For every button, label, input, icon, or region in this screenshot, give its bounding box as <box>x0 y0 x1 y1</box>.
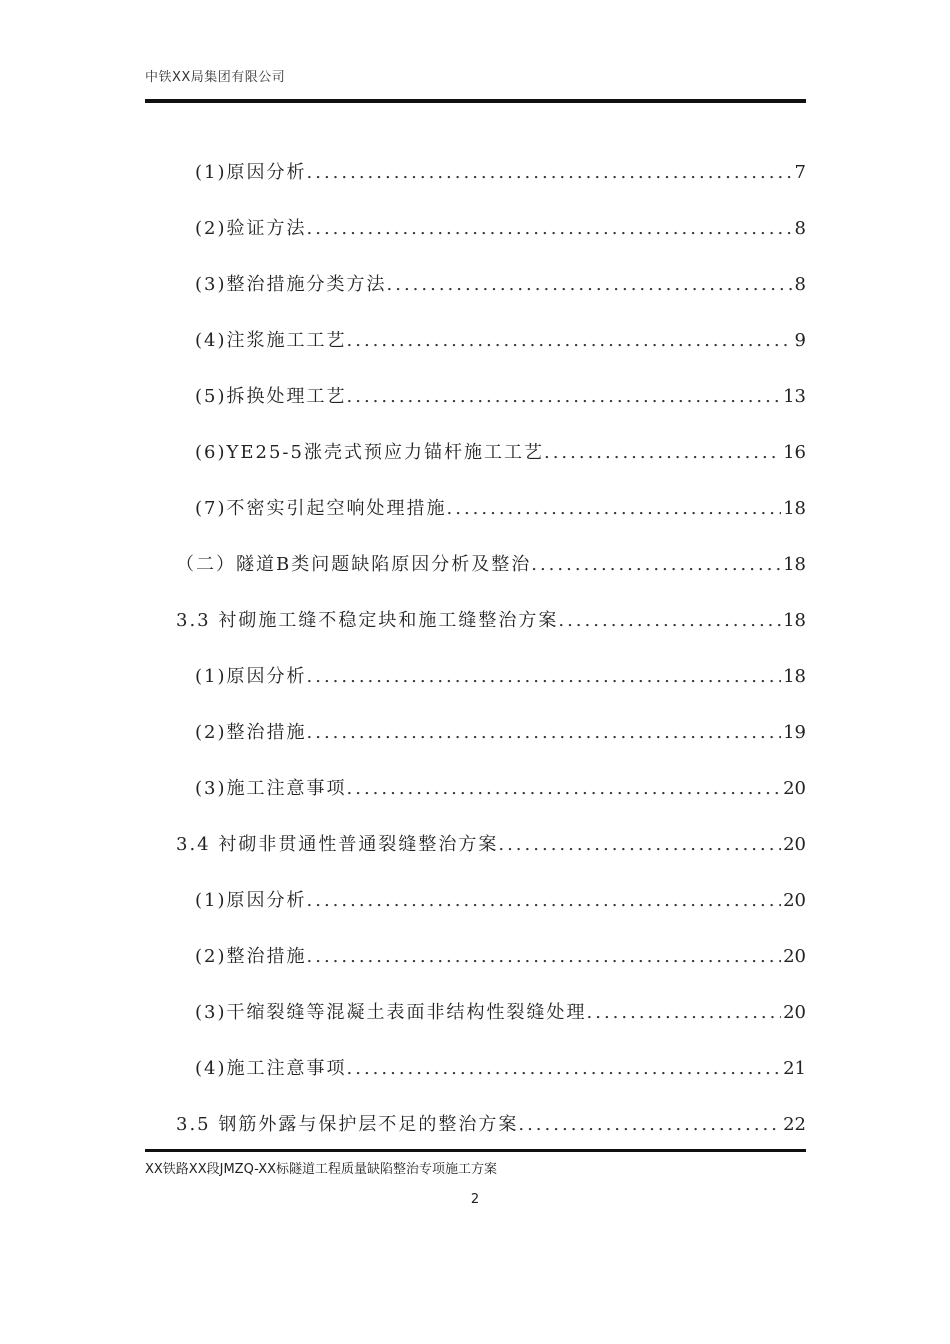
toc-entry-label: (4)注浆施工工艺 <box>195 330 347 351</box>
toc-entry[interactable] <box>195 214 806 244</box>
toc-entry[interactable] <box>195 494 806 524</box>
toc-entry[interactable] <box>195 1054 806 1084</box>
toc-entry-label: (3)施工注意事项 <box>195 778 347 799</box>
toc-leader-dots <box>307 946 782 967</box>
toc-entry-page: 9 <box>794 330 806 351</box>
toc-entry-page: 19 <box>783 722 806 743</box>
toc-entry-page: 20 <box>783 834 806 855</box>
toc-entry[interactable] <box>176 830 806 860</box>
toc-leader-dots <box>347 778 782 799</box>
toc-entry[interactable] <box>195 270 806 300</box>
toc-entry-label: (4)施工注意事项 <box>195 1058 347 1079</box>
toc-entry[interactable] <box>195 382 806 412</box>
toc-entry[interactable] <box>195 718 806 748</box>
toc-entry-page: 20 <box>783 890 806 911</box>
toc-entry-label: (1)原因分析 <box>195 890 307 911</box>
footer-rule <box>145 1149 806 1152</box>
toc-entry[interactable] <box>195 326 806 356</box>
toc-leader-dots <box>544 442 781 463</box>
toc-leader-dots <box>307 722 782 743</box>
toc-entry-label: (1)原因分析 <box>195 162 307 183</box>
toc-entry-label: (7)不密实引起空响处理措施 <box>195 498 447 519</box>
toc-leader-dots <box>307 162 793 183</box>
toc-entry-page: 7 <box>794 162 806 183</box>
toc-entry-label: (3)整治措施分类方法 <box>195 274 387 295</box>
toc-entry-label: (1)原因分析 <box>195 666 307 687</box>
toc-entry-label: (2)整治措施 <box>195 946 307 967</box>
toc-entry-label: (2)验证方法 <box>195 218 307 239</box>
toc-entry[interactable] <box>195 438 806 468</box>
toc-leader-dots <box>587 1002 782 1023</box>
toc-entry-page: 8 <box>794 274 806 295</box>
toc-entry[interactable] <box>176 1110 806 1140</box>
toc-entry[interactable] <box>195 662 806 692</box>
toc-leader-dots <box>531 554 781 575</box>
toc-leader-dots <box>558 610 781 631</box>
toc-entry[interactable] <box>195 886 806 916</box>
page-number: 2 <box>470 1192 480 1207</box>
toc-leader-dots <box>498 834 781 855</box>
toc-leader-dots <box>447 498 782 519</box>
toc-leader-dots <box>307 218 793 239</box>
toc-leader-dots <box>307 890 782 911</box>
toc-leader-dots <box>347 330 793 351</box>
toc-entry-label: （二）隧道B类问题缺陷原因分析及整治 <box>176 554 532 575</box>
toc-entry-page: 20 <box>783 778 806 799</box>
toc-entry-page: 18 <box>783 610 806 631</box>
toc-entry-page: 18 <box>783 666 806 687</box>
footer-document-title: XX铁路XX段JMZQ-XX标隧道工程质量缺陷整治专项施工方案 <box>145 1162 498 1177</box>
toc-entry-page: 13 <box>783 386 806 407</box>
toc-leader-dots <box>387 274 793 295</box>
toc-entry-label: (3)干缩裂缝等混凝土表面非结构性裂缝处理 <box>195 1002 587 1023</box>
header-company: 中铁XX局集团有限公司 <box>145 70 286 85</box>
toc-entry[interactable] <box>195 158 806 188</box>
toc-entry[interactable] <box>176 550 806 580</box>
toc-entry-page: 18 <box>783 554 806 575</box>
toc-entry-page: 8 <box>794 218 806 239</box>
toc-leader-dots <box>307 666 782 687</box>
toc-entry-page: 20 <box>783 946 806 967</box>
toc-entry-label: (5)拆换处理工艺 <box>195 386 347 407</box>
toc-entry-page: 16 <box>783 442 806 463</box>
toc-leader-dots <box>347 1058 782 1079</box>
toc-entry-page: 18 <box>783 498 806 519</box>
toc-entry[interactable] <box>195 942 806 972</box>
header-rule <box>145 99 806 103</box>
toc-entry-label: (2)整治措施 <box>195 722 307 743</box>
toc-entry[interactable] <box>195 774 806 804</box>
toc-entry-page: 21 <box>783 1058 806 1079</box>
toc-entry-page: 20 <box>783 1002 806 1023</box>
toc-leader-dots <box>518 1114 781 1135</box>
toc-leader-dots <box>347 386 782 407</box>
toc-entry[interactable] <box>195 998 806 1028</box>
toc-entry-label: (6)YE25-5涨壳式预应力锚杆施工工艺 <box>195 442 544 463</box>
toc-entry[interactable] <box>176 606 806 636</box>
toc-entry-label: 3.3 衬砌施工缝不稳定块和施工缝整治方案 <box>176 610 559 631</box>
toc-entry-label: 3.5 钢筋外露与保护层不足的整治方案 <box>176 1114 519 1135</box>
toc-entry-label: 3.4 衬砌非贯通性普通裂缝整治方案 <box>176 834 499 855</box>
toc-entry-page: 22 <box>783 1114 806 1135</box>
